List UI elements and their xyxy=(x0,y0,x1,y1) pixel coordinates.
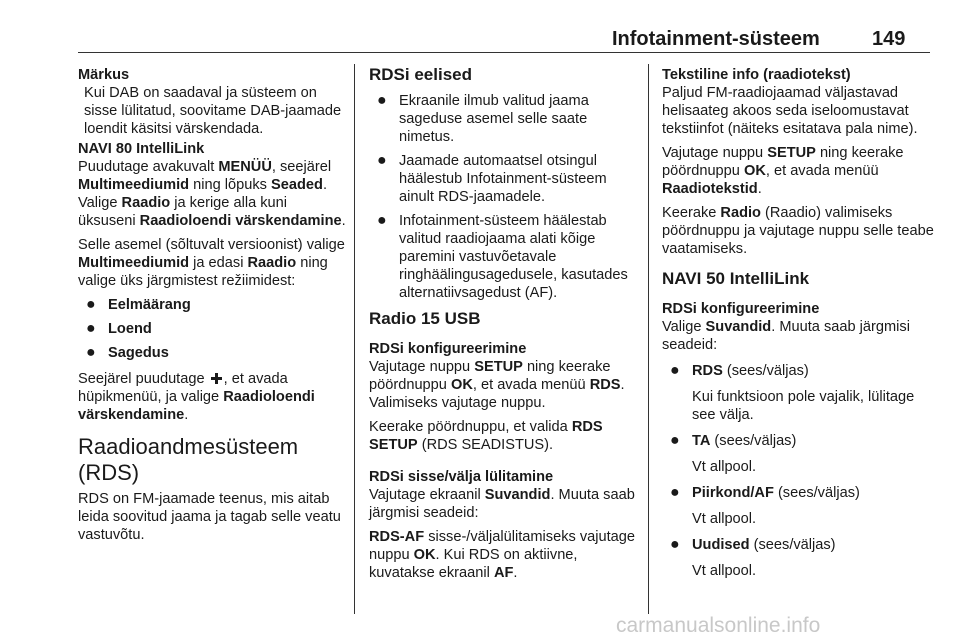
list-item: ● Jaamade automaatsel otsingul häälestub Infotainment-süsteem ainult RDS-jaamadele. xyxy=(377,152,607,205)
rds-description: RDS on FM-jaamade teenus, mis aitab leida soovitud jaama ja tagab selle veatu vastuvõtu. xyxy=(78,491,341,543)
popup-instructions: Seejärel puudutage , et avada hüpikmenüü, ja valige Raadioloendi värskendamine. xyxy=(78,371,315,423)
bullet-icon: ● xyxy=(377,152,387,169)
bullet-icon: ● xyxy=(377,212,387,229)
advantages-list xyxy=(369,92,639,302)
list-item: ● TA (sees/väljas) xyxy=(670,432,797,449)
config-instructions: Vajutage nuppu SETUP ning keerake pöördnuppu OK, et avada menüü RDS. Valimiseks vajutage nuppu. xyxy=(369,359,625,411)
note-title: Märkus xyxy=(78,67,130,83)
list-item: ● Uudised (sees/väljas) xyxy=(670,536,836,553)
onoff-instructions: Vajutage ekraanil Suvandid. Muuta saab järgmisi seadeid: xyxy=(369,487,635,521)
radio-info-instructions: Keerake Radio (Raadio) valimiseks pöördnuppu ja vajutage nuppu selle teabe vaatamiseks. xyxy=(662,205,934,257)
option-description: Vt allpool. xyxy=(692,511,757,527)
list-item: ● Sagedus xyxy=(86,344,169,361)
column-2 xyxy=(369,64,639,588)
options-list xyxy=(662,536,934,554)
text-info-description: Paljud FM-raadiojaamad väljastavad helisaateg akoos seda iseloomustavat tekstiinfot (näiteks esitatava pala nime). xyxy=(662,85,918,137)
column-3 xyxy=(662,64,934,588)
onoff-title: RDSi sisse/välja lülitamine xyxy=(369,469,554,485)
list-item: ● Loend xyxy=(86,320,152,337)
navi80-instructions: Puudutage avakuvalt MENÜÜ, seejärel Multimeediumid ning lõpuks Seaded. Valige Raadio ja kerige alla kuni üksuseni Raadioloendi värskendamine. xyxy=(78,159,346,229)
navi80-title: NAVI 80 IntelliLink xyxy=(78,141,205,157)
bullet-icon: ● xyxy=(86,320,96,337)
options-list xyxy=(662,432,934,450)
note-text: Kui DAB on saadaval ja süsteem on sisse lülitatud, soovitame DAB-jaamade loendit käsitsi värskendada. xyxy=(84,85,342,137)
mode-list xyxy=(78,296,346,362)
list-item: ● Ekraanile ilmub valitud jaama sageduse asemel selle saate nimetus. xyxy=(377,92,589,145)
bullet-icon: ● xyxy=(670,536,680,553)
radio15-title: Radio 15 USB xyxy=(369,309,481,328)
advantages-title: RDSi eelised xyxy=(369,65,472,84)
column-divider-1 xyxy=(354,64,355,614)
page-header-title: Infotainment-süsteem xyxy=(612,28,820,50)
option-description: Vt allpool. xyxy=(692,563,757,579)
config-title: RDSi konfigureerimine xyxy=(369,341,527,357)
list-item: ● RDS (sees/väljas) xyxy=(670,362,809,379)
text-info-title: Tekstiline info (raadiotekst) xyxy=(662,67,851,83)
page-number: 149 xyxy=(872,28,906,50)
navi50-config-instructions: Valige Suvandid. Muuta saab järgmisi seadeid: xyxy=(662,319,910,353)
bullet-icon: ● xyxy=(670,362,680,379)
list-item: ● Eelmäärang xyxy=(86,296,191,313)
plus-icon xyxy=(211,373,222,384)
options-list xyxy=(662,484,934,502)
list-item: ● Infotainment-süsteem häälestab valitud raadiojaama alati kõige paremini vastuvõetavale ringhäälingusagedusele, kasutades alternatiivsagedust (AF). xyxy=(377,212,628,301)
option-description: Kui funktsioon pole vajalik, lülitage see välja. xyxy=(692,389,915,423)
option-description: Vt allpool. xyxy=(692,459,757,475)
rds-af-instructions: RDS-AF sisse-/väljalülitamiseks vajutage nuppu OK. Kui RDS on aktiivne, kuvatakse ekraanil AF. xyxy=(369,529,636,581)
navi50-config-title: RDSi konfigureerimine xyxy=(662,301,820,317)
bullet-icon: ● xyxy=(86,344,96,361)
text-info-instructions: Vajutage nuppu SETUP ning keerake pöördnuppu OK, et avada menüü Raadiotekstid. xyxy=(662,145,904,197)
column-1 xyxy=(78,64,346,550)
bullet-icon: ● xyxy=(86,296,96,313)
bullet-icon: ● xyxy=(670,484,680,501)
bullet-icon: ● xyxy=(670,432,680,449)
rds-setup-instructions: Keerake pöördnuppu, et valida RDS SETUP (RDS SEADISTUS). xyxy=(369,419,603,453)
rds-heading: Raadioandmesüsteem (RDS) xyxy=(78,434,299,485)
options-list xyxy=(662,362,934,380)
watermark: carmanualsonline.info xyxy=(616,614,821,637)
bullet-icon: ● xyxy=(377,92,387,109)
navi80-alternative: Selle asemel (sõltuvalt versioonist) valige Multimeediumid ja edasi Raadio ning valige üks järgmistest režiimidest: xyxy=(78,237,345,289)
column-divider-2 xyxy=(648,64,649,614)
header-rule xyxy=(78,52,930,53)
navi50-title: NAVI 50 IntelliLink xyxy=(662,269,810,288)
list-item: ● Piirkond/AF (sees/väljas) xyxy=(670,484,860,501)
